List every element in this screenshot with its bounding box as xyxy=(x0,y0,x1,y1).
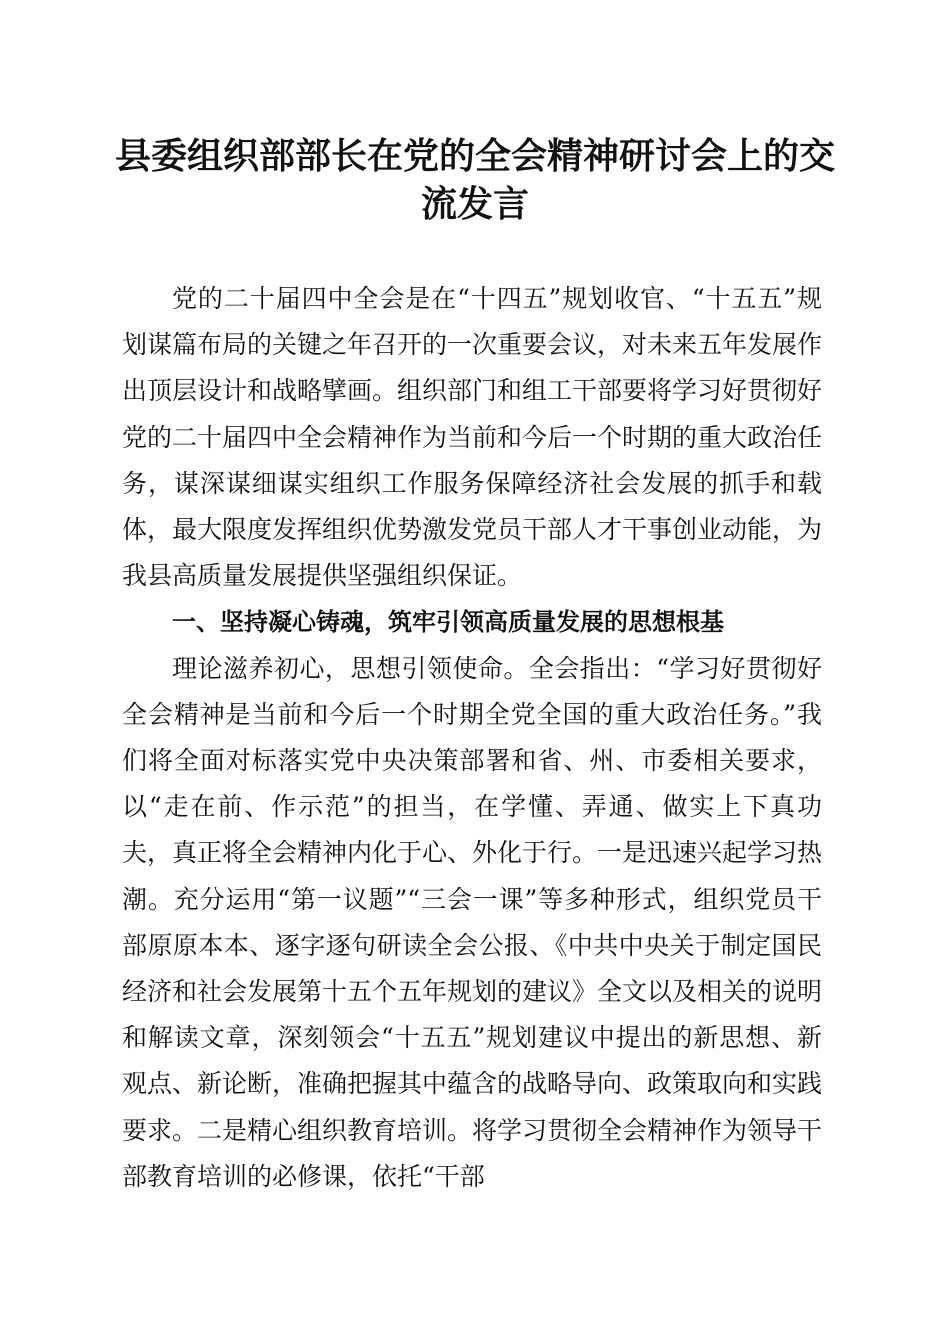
section-1-paragraph: 理论滋养初心，思想引领使命。全会指出：“学习好贯彻好全会精神是当前和今后一个时期全党全国的重大政治任务。”我们将全面对标落实党中央决策部署和省、州、市委相关要求，以“走在前、作示范”的担当，在学懂、弄通、做实上下真功夫，真正将全会精神内化于心、外化于行。一是迅速兴起学习热潮。充分运用“第一议题”“三会一课”等多种形式，组织党员干部原原本本、逐字逐句研读全会公报、《中共中央关于制定国民经济和社会发展第十五个五年规划的建议》全文以及相关的说明和解读文章，深刻领会“十五五”规划建议中提出的新思想、新观点、新论断，准确把握其中蕴含的战略导向、政策取向和实践要求。二是精心组织教育培训。将学习贯彻全会精神作为领导干部教育培训的必修课，依托“干部 xyxy=(122,653,823,1191)
intro-paragraph: 党的二十届四中全会是在“十四五”规划收官、“十五五”规划谋篇布局的关键之年召开的一次重要会议，对未来五年发展作出顶层设计和战略擘画。组织部门和组工干部要将学习好贯彻好党的二十届四中全会精神作为当前和今后一个时期的重大政治任务，谋深谋细谋实组织工作服务保障经济社会发展的抓手和载体，最大限度发挥组织优势激发党员干部人才干事创业动能，为我县高质量发展提供坚强组织保证。 xyxy=(122,284,823,591)
document-title: 县委组织部部长在党的全会精神研讨会上的交流发言 xyxy=(114,135,835,225)
document-body xyxy=(122,276,822,1200)
section-heading-1: 一、坚持凝心铸魂，筑牢引领高质量发展的思想根基 xyxy=(172,608,724,637)
